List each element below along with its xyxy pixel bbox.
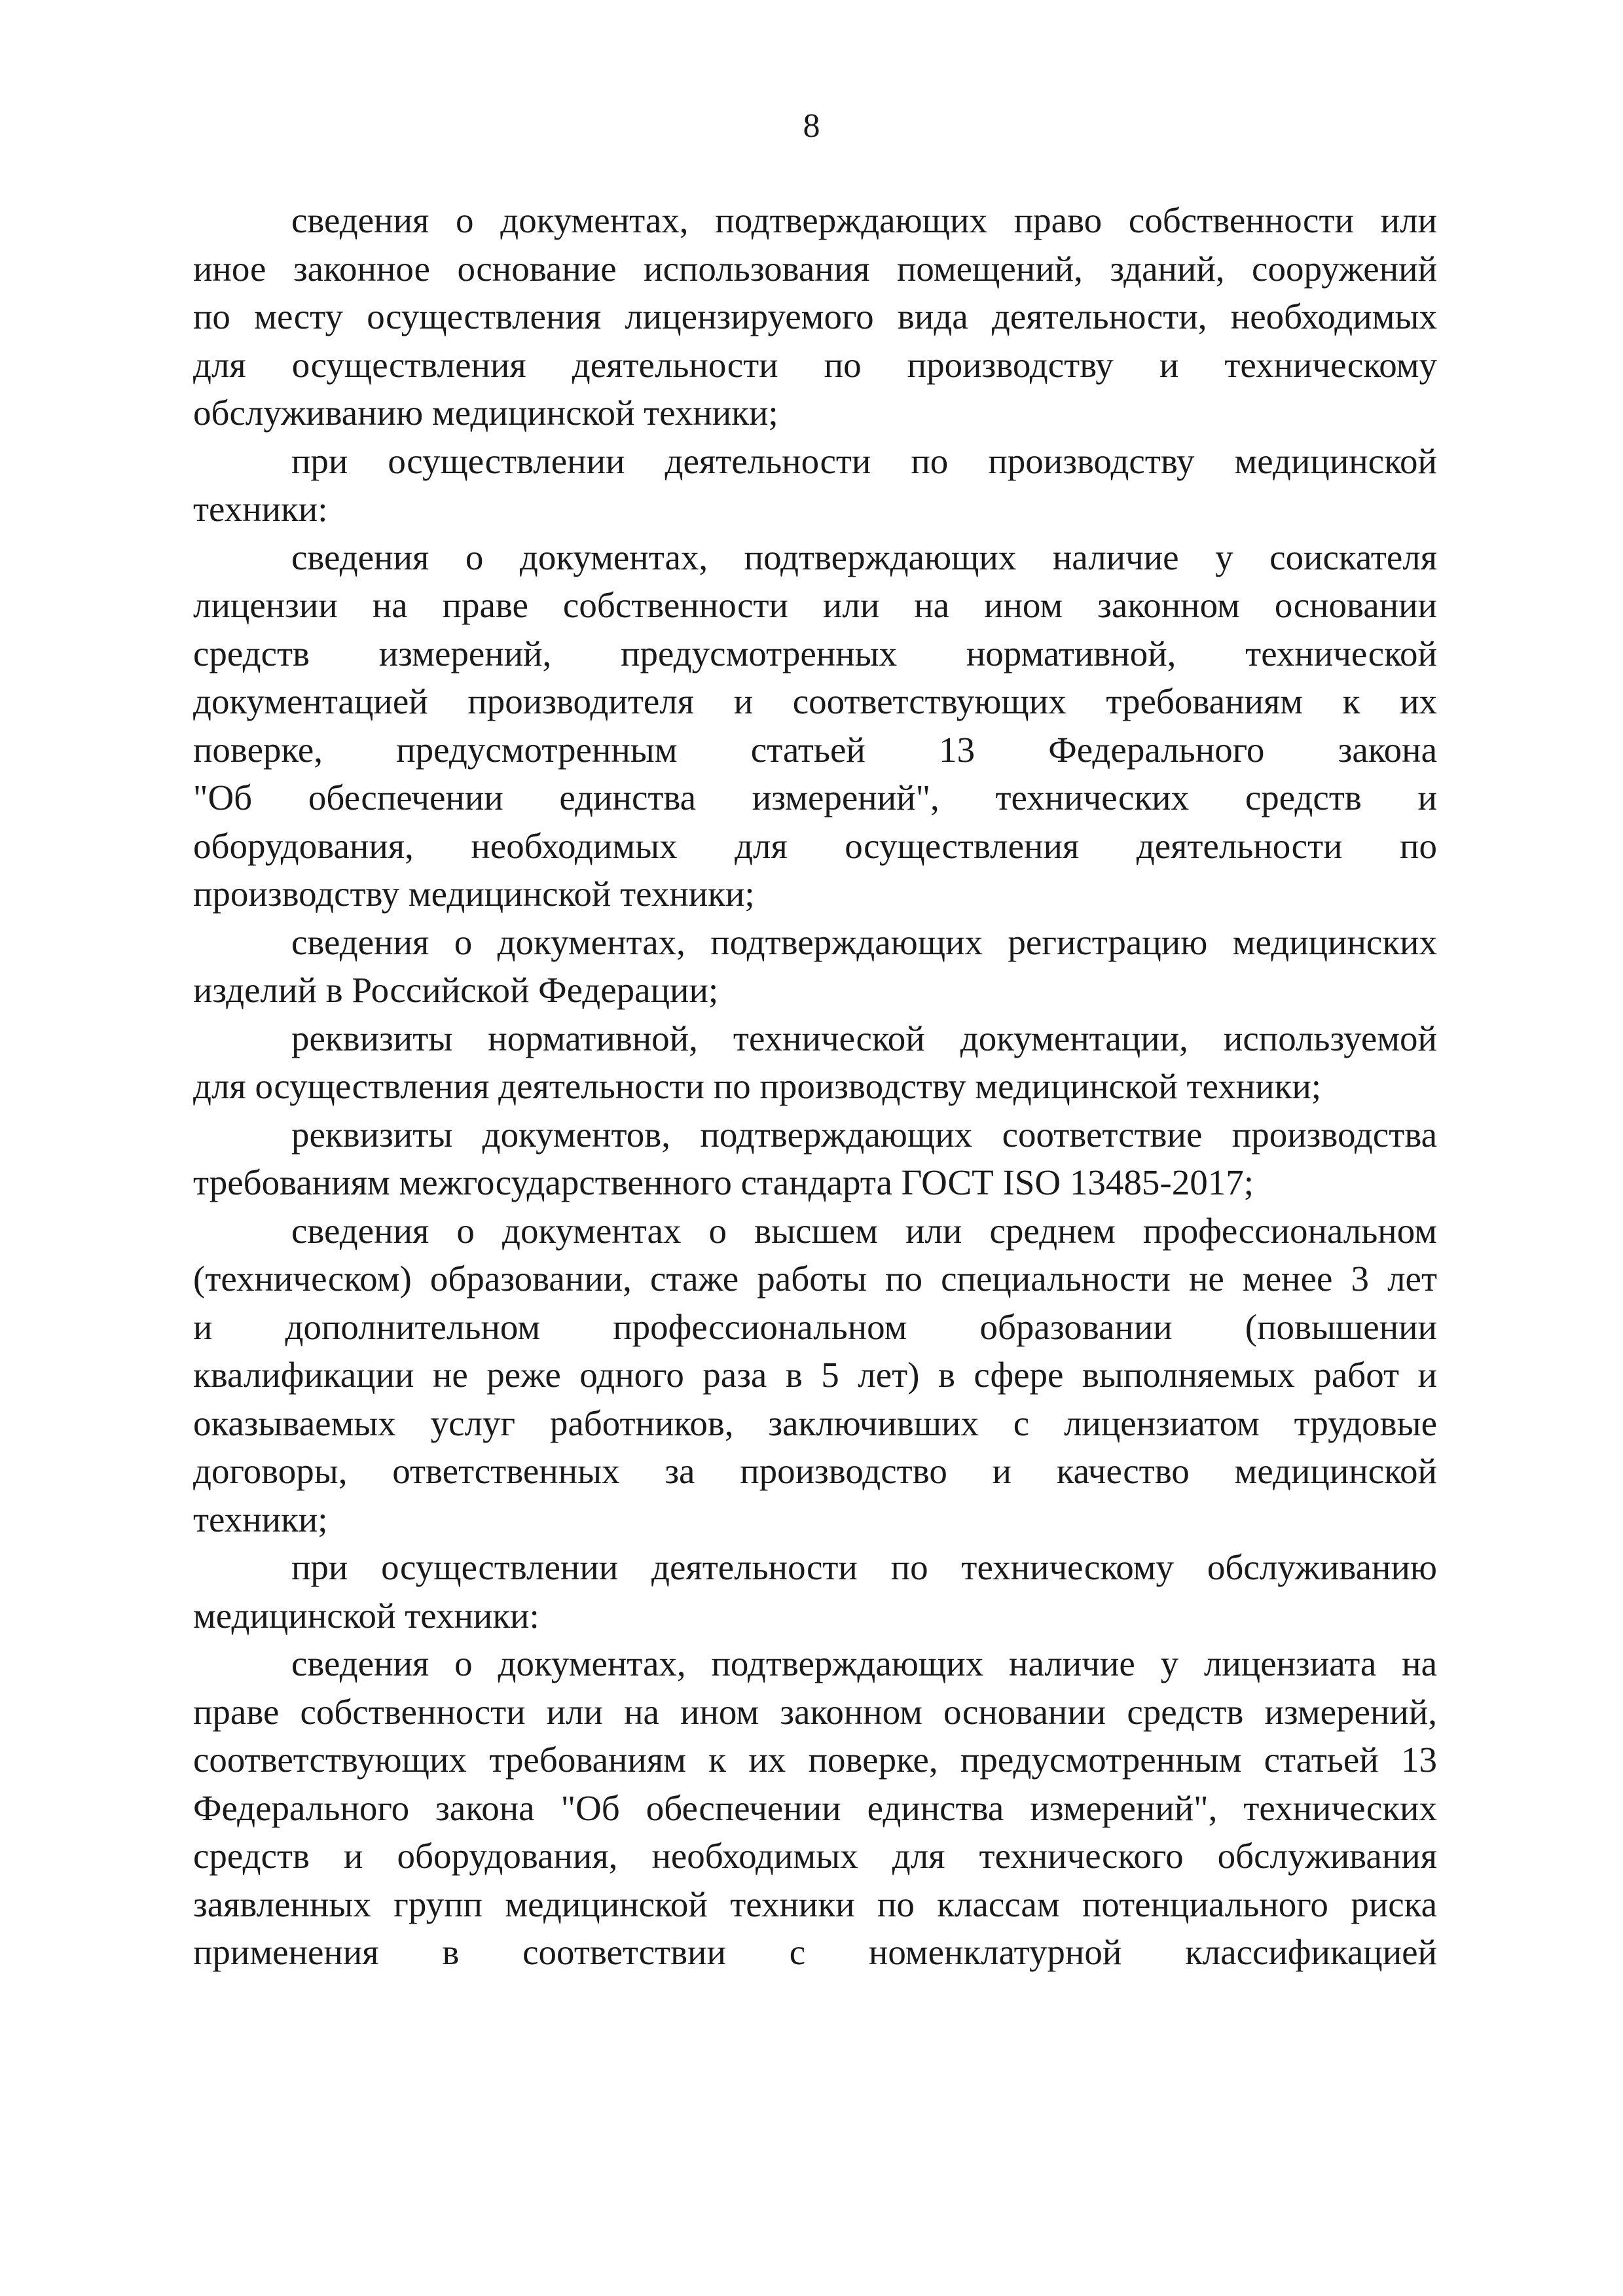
text-line: сведения о документах о высшем или среднем профессиональном	[291, 1210, 1437, 1251]
text-line: поверке, предусмотренным статьей 13 Федерального закона	[193, 729, 1437, 770]
text-line: сведения о документах, подтверждающих право собственности или	[291, 200, 1437, 240]
paragraph	[193, 1207, 1437, 1544]
text-line: и дополнительном профессиональном образовании (повышении	[193, 1306, 1437, 1347]
text-line: при осуществлении деятельности по техническому обслуживанию	[291, 1547, 1437, 1587]
text-line: медицинской техники:	[193, 1595, 539, 1636]
paragraph	[193, 437, 1437, 533]
text-line: договоры, ответственных за производство и качество медицинской	[193, 1451, 1437, 1491]
text-line: документацией производителя и соответствующих требованиям к их	[193, 681, 1437, 721]
text-line: сведения о документах, подтверждающих наличие у лицензиата на	[291, 1643, 1437, 1683]
text-line: реквизиты нормативной, технической документации, используемой	[291, 1018, 1437, 1058]
text-line: средств и оборудования, необходимых для технического обслуживания	[193, 1836, 1437, 1876]
text-line: техники:	[193, 489, 328, 529]
text-line: по месту осуществления лицензируемого вида деятельности, необходимых	[193, 296, 1437, 336]
text-line: требованиям межгосударственного стандарта ГОСТ ISO 13485-2017;	[193, 1162, 1254, 1202]
text-line: соответствующих требованиям к их поверке, предусмотренным статьей 13	[193, 1740, 1437, 1780]
text-line: реквизиты документов, подтверждающих соответствие производства	[291, 1114, 1437, 1155]
text-line: сведения о документах, подтверждающих регистрацию медицинских	[291, 922, 1437, 962]
text-line: средств измерений, предусмотренных нормативной, технической	[193, 633, 1437, 673]
paragraph	[193, 533, 1437, 918]
text-line: иное законное основание использования помещений, зданий, сооружений	[193, 248, 1437, 289]
paragraph	[193, 1014, 1437, 1111]
text-line: для осуществления деятельности по производству и техническому	[193, 344, 1437, 385]
text-line: при осуществлении деятельности по производству медицинской	[291, 440, 1437, 481]
text-line: для осуществления деятельности по производству медицинской техники;	[193, 1066, 1322, 1106]
paragraph	[193, 918, 1437, 1014]
text-line: "Об обеспечении единства измерений", технических средств и	[193, 778, 1437, 817]
paragraph	[193, 1111, 1437, 1207]
paragraph	[193, 1640, 1437, 1977]
text-line: оборудования, необходимых для осуществления деятельности по	[193, 825, 1437, 866]
text-line: (техническом) образовании, стаже работы по специальности не менее 3 лет	[193, 1259, 1437, 1299]
text-line: производству медицинской техники;	[193, 874, 755, 914]
document-body	[193, 196, 1437, 1977]
text-line: Федерального закона "Об обеспечении единства измерений", технических	[193, 1787, 1437, 1828]
text-line: квалификации не реже одного раза в 5 лет) в сфере выполняемых работ и	[193, 1355, 1437, 1395]
text-line: лицензии на праве собственности или на ином законном основании	[193, 585, 1437, 625]
text-line: техники;	[193, 1499, 328, 1539]
page-number: 8	[803, 107, 820, 145]
paragraph	[193, 196, 1437, 437]
text-line: применения в соответствии с номенклатурной классификацией	[193, 1932, 1437, 1972]
text-line: сведения о документах, подтверждающих наличие у соискателя	[291, 537, 1437, 577]
text-line: праве собственности или на ином законном основании средств измерений,	[193, 1691, 1437, 1732]
text-line: оказываемых услуг работников, заключивших с лицензиатом трудовые	[193, 1403, 1437, 1443]
paragraph	[193, 1543, 1437, 1640]
text-line: обслуживанию медицинской техники;	[193, 393, 778, 433]
text-line: заявленных групп медицинской техники по классам потенциального риска	[193, 1884, 1437, 1924]
text-line: изделий в Российской Федерации;	[193, 970, 719, 1010]
